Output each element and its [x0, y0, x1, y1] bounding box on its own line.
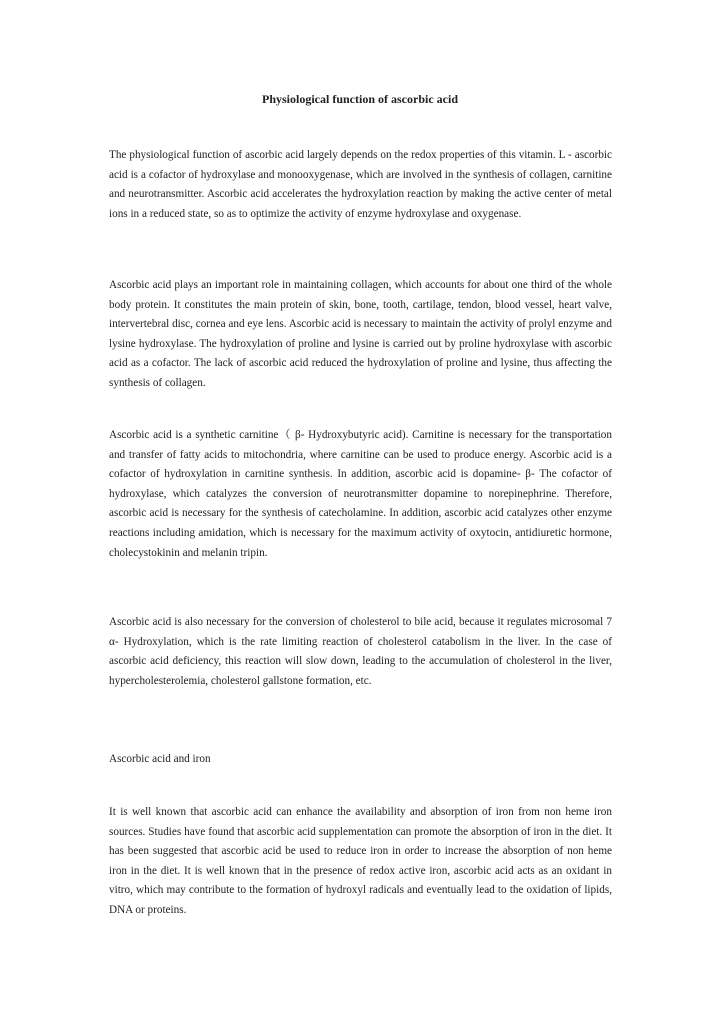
paragraph-redox-function: The physiological function of ascorbic acid largely depends on the redox properties of this vitamin. L - ascorbic acid is a cofactor of hydroxylase and monooxygenase, which are involved in the synthesis of collagen, carnitine and neurotransmitter. Ascorbic acid accelerates the hydroxylation reaction by making the active center of metal ions in a reduced state, so as to optimize the activity of enzyme hydroxylase and oxygenase. — [109, 149, 612, 220]
document-title: Physiological function of ascorbic acid — [262, 92, 458, 106]
paragraph-collagen: Ascorbic acid plays an important role in maintaining collagen, which accounts for about one third of the whole body protein. It constitutes the main protein of skin, bone, tooth, cartilage, tendon, blood vessel, heart valve, intervertebral disc, cornea and eye lens. Ascorbic acid is necessary to maintain the activity of prolyl enzyme and lysine hydroxylase. The hydroxylation of proline and lysine is carried out by proline hydroxylase with ascorbic acid as a cofactor. The lack of ascorbic acid reduced the hydroxylation of proline and lysine, thus affecting the synthesis of collagen. — [109, 279, 612, 389]
section-heading-iron: Ascorbic acid and iron — [109, 753, 211, 765]
paragraph-cholesterol: Ascorbic acid is also necessary for the conversion of cholesterol to bile acid, because it regulates microsomal 7 α- Hydroxylation, which is the rate limiting reaction of cholesterol catabolism in the liver. In the case of ascorbic acid deficiency, this reaction will slow down, leading to the accumulation of cholesterol in the liver, hypercholesterolemia, cholesterol gallstone formation, etc. — [109, 616, 612, 687]
paragraph-carnitine: Ascorbic acid is a synthetic carnitine（ β- Hydroxybutyric acid). Carnitine is necessary for the transportation and transfer of fatty acids to mitochondria, where carnitine can be used to produce energy. Ascorbic acid is a cofactor of hydroxylation in carnitine synthesis. In addition, ascorbic acid is dopamine- β- The cofactor of hydroxylase, which catalyzes the conversion of neurotransmitter dopamine to norepinephrine. Therefore, ascorbic acid is necessary for the synthesis of catecholamine. In addition, ascorbic acid catalyzes other enzyme reactions including amidation, which is necessary for the maximum activity of oxytocin, antidiuretic hormone, cholecystokinin and melanin tripin. — [109, 429, 612, 559]
paragraph-iron-absorption: It is well known that ascorbic acid can enhance the availability and absorption of iron from non heme iron sources. Studies have found that ascorbic acid supplementation can promote the absorption of iron in the diet. It has been suggested that ascorbic acid be used to reduce iron in order to increase the absorption of non heme iron in the diet. It is well known that in the presence of redox active iron, ascorbic acid acts as an oxidant in vitro, which may contribute to the formation of hydroxyl radicals and eventually lead to the oxidation of lipids, DNA or proteins. — [109, 806, 612, 916]
